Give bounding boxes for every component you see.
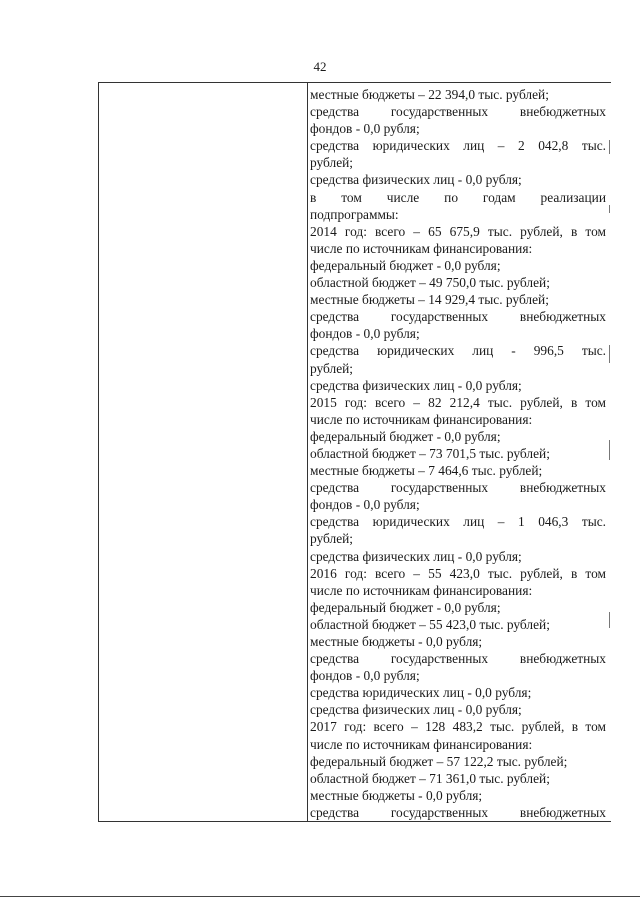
table-line: средства государственных внебюджетных bbox=[310, 104, 606, 120]
table-line: местные бюджеты – 14 929,4 тыс. рублей; bbox=[310, 292, 549, 308]
table-line: областной бюджет – 71 361,0 тыс. рублей; bbox=[310, 770, 550, 786]
table-line: фондов - 0,0 рубля; bbox=[310, 497, 420, 513]
table-line: федеральный бюджет – 57 122,2 тыс. рублей; bbox=[310, 753, 568, 769]
table-line: местные бюджеты - 0,0 рубля; bbox=[310, 787, 483, 803]
table-line: числе по источникам финансирования: bbox=[310, 736, 533, 752]
bottom-rule bbox=[0, 896, 640, 897]
page-number: 42 bbox=[313, 59, 327, 74]
table-line: средства государственных внебюджетных bbox=[310, 651, 606, 667]
table-line: средства физических лиц - 0,0 рубля; bbox=[310, 548, 522, 564]
table-line: областной бюджет – 73 701,5 тыс. рублей; bbox=[310, 445, 550, 461]
scan-artifact bbox=[609, 345, 610, 363]
table-line: средства физических лиц - 0,0 рубля; bbox=[310, 702, 522, 718]
table-line: областной бюджет – 55 423,0 тыс. рублей; bbox=[310, 616, 550, 632]
table-line: фондов - 0,0 рубля; bbox=[310, 668, 420, 684]
table-line: средства юридических лиц - 0,0 рубля; bbox=[310, 685, 532, 701]
table-line: фондов - 0,0 рубля; bbox=[310, 326, 420, 342]
table-line: средства юридических лиц – 2 042,8 тыс. bbox=[310, 138, 606, 154]
table-line: средства юридических лиц - 996,5 тыс. bbox=[310, 343, 606, 359]
scan-artifact bbox=[609, 140, 610, 154]
table-line: средства государственных внебюджетных bbox=[310, 309, 606, 325]
scan-artifact bbox=[609, 205, 610, 213]
table-line: числе по источникам финансирования: bbox=[310, 582, 533, 598]
funding-table bbox=[98, 82, 611, 822]
scan-artifact bbox=[609, 612, 610, 628]
table-line: фондов - 0,0 рубля; bbox=[310, 121, 420, 137]
table-line: местные бюджеты – 22 394,0 тыс. рублей; bbox=[310, 87, 549, 102]
scan-artifact bbox=[609, 440, 610, 460]
table-line: федеральный бюджет - 0,0 рубля; bbox=[310, 257, 501, 273]
table-line: рублей; bbox=[310, 531, 354, 547]
table-right-cell bbox=[310, 86, 606, 824]
table-left-cell bbox=[99, 83, 308, 821]
table-line: средства юридических лиц – 1 046,3 тыс. bbox=[310, 514, 606, 530]
table-line: средства физических лиц - 0,0 рубля; bbox=[310, 377, 522, 393]
table-line: федеральный бюджет - 0,0 рубля; bbox=[310, 428, 501, 444]
table-line: в том числе по годам реализации bbox=[310, 189, 606, 205]
table-line: рублей; bbox=[310, 360, 354, 376]
table-line: местные бюджеты – 7 464,6 тыс. рублей; bbox=[310, 463, 543, 479]
table-line: подпрограммы: bbox=[310, 206, 399, 222]
table-line: числе по источникам финансирования: bbox=[310, 411, 533, 427]
table-line: средства государственных внебюджетных bbox=[310, 804, 606, 820]
table-line: средства государственных внебюджетных bbox=[310, 480, 606, 496]
table-line: федеральный бюджет - 0,0 рубля; bbox=[310, 599, 501, 615]
table-line: средства физических лиц - 0,0 рубля; bbox=[310, 172, 522, 188]
table-line: 2016 год: всего – 55 423,0 тыс. рублей, в том bbox=[310, 565, 606, 581]
table-line: рублей; bbox=[310, 155, 354, 171]
table-line: 2015 год: всего – 82 212,4 тыс. рублей, в том bbox=[310, 394, 606, 410]
table-line: 2014 год: всего – 65 675,9 тыс. рублей, в том bbox=[310, 223, 606, 239]
table-line: 2017 год: всего – 128 483,2 тыс. рублей, в том bbox=[310, 719, 606, 735]
table-line: местные бюджеты - 0,0 рубля; bbox=[310, 634, 483, 649]
table-line: числе по источникам финансирования: bbox=[310, 240, 533, 256]
table-line: областной бюджет – 49 750,0 тыс. рублей; bbox=[310, 275, 550, 291]
